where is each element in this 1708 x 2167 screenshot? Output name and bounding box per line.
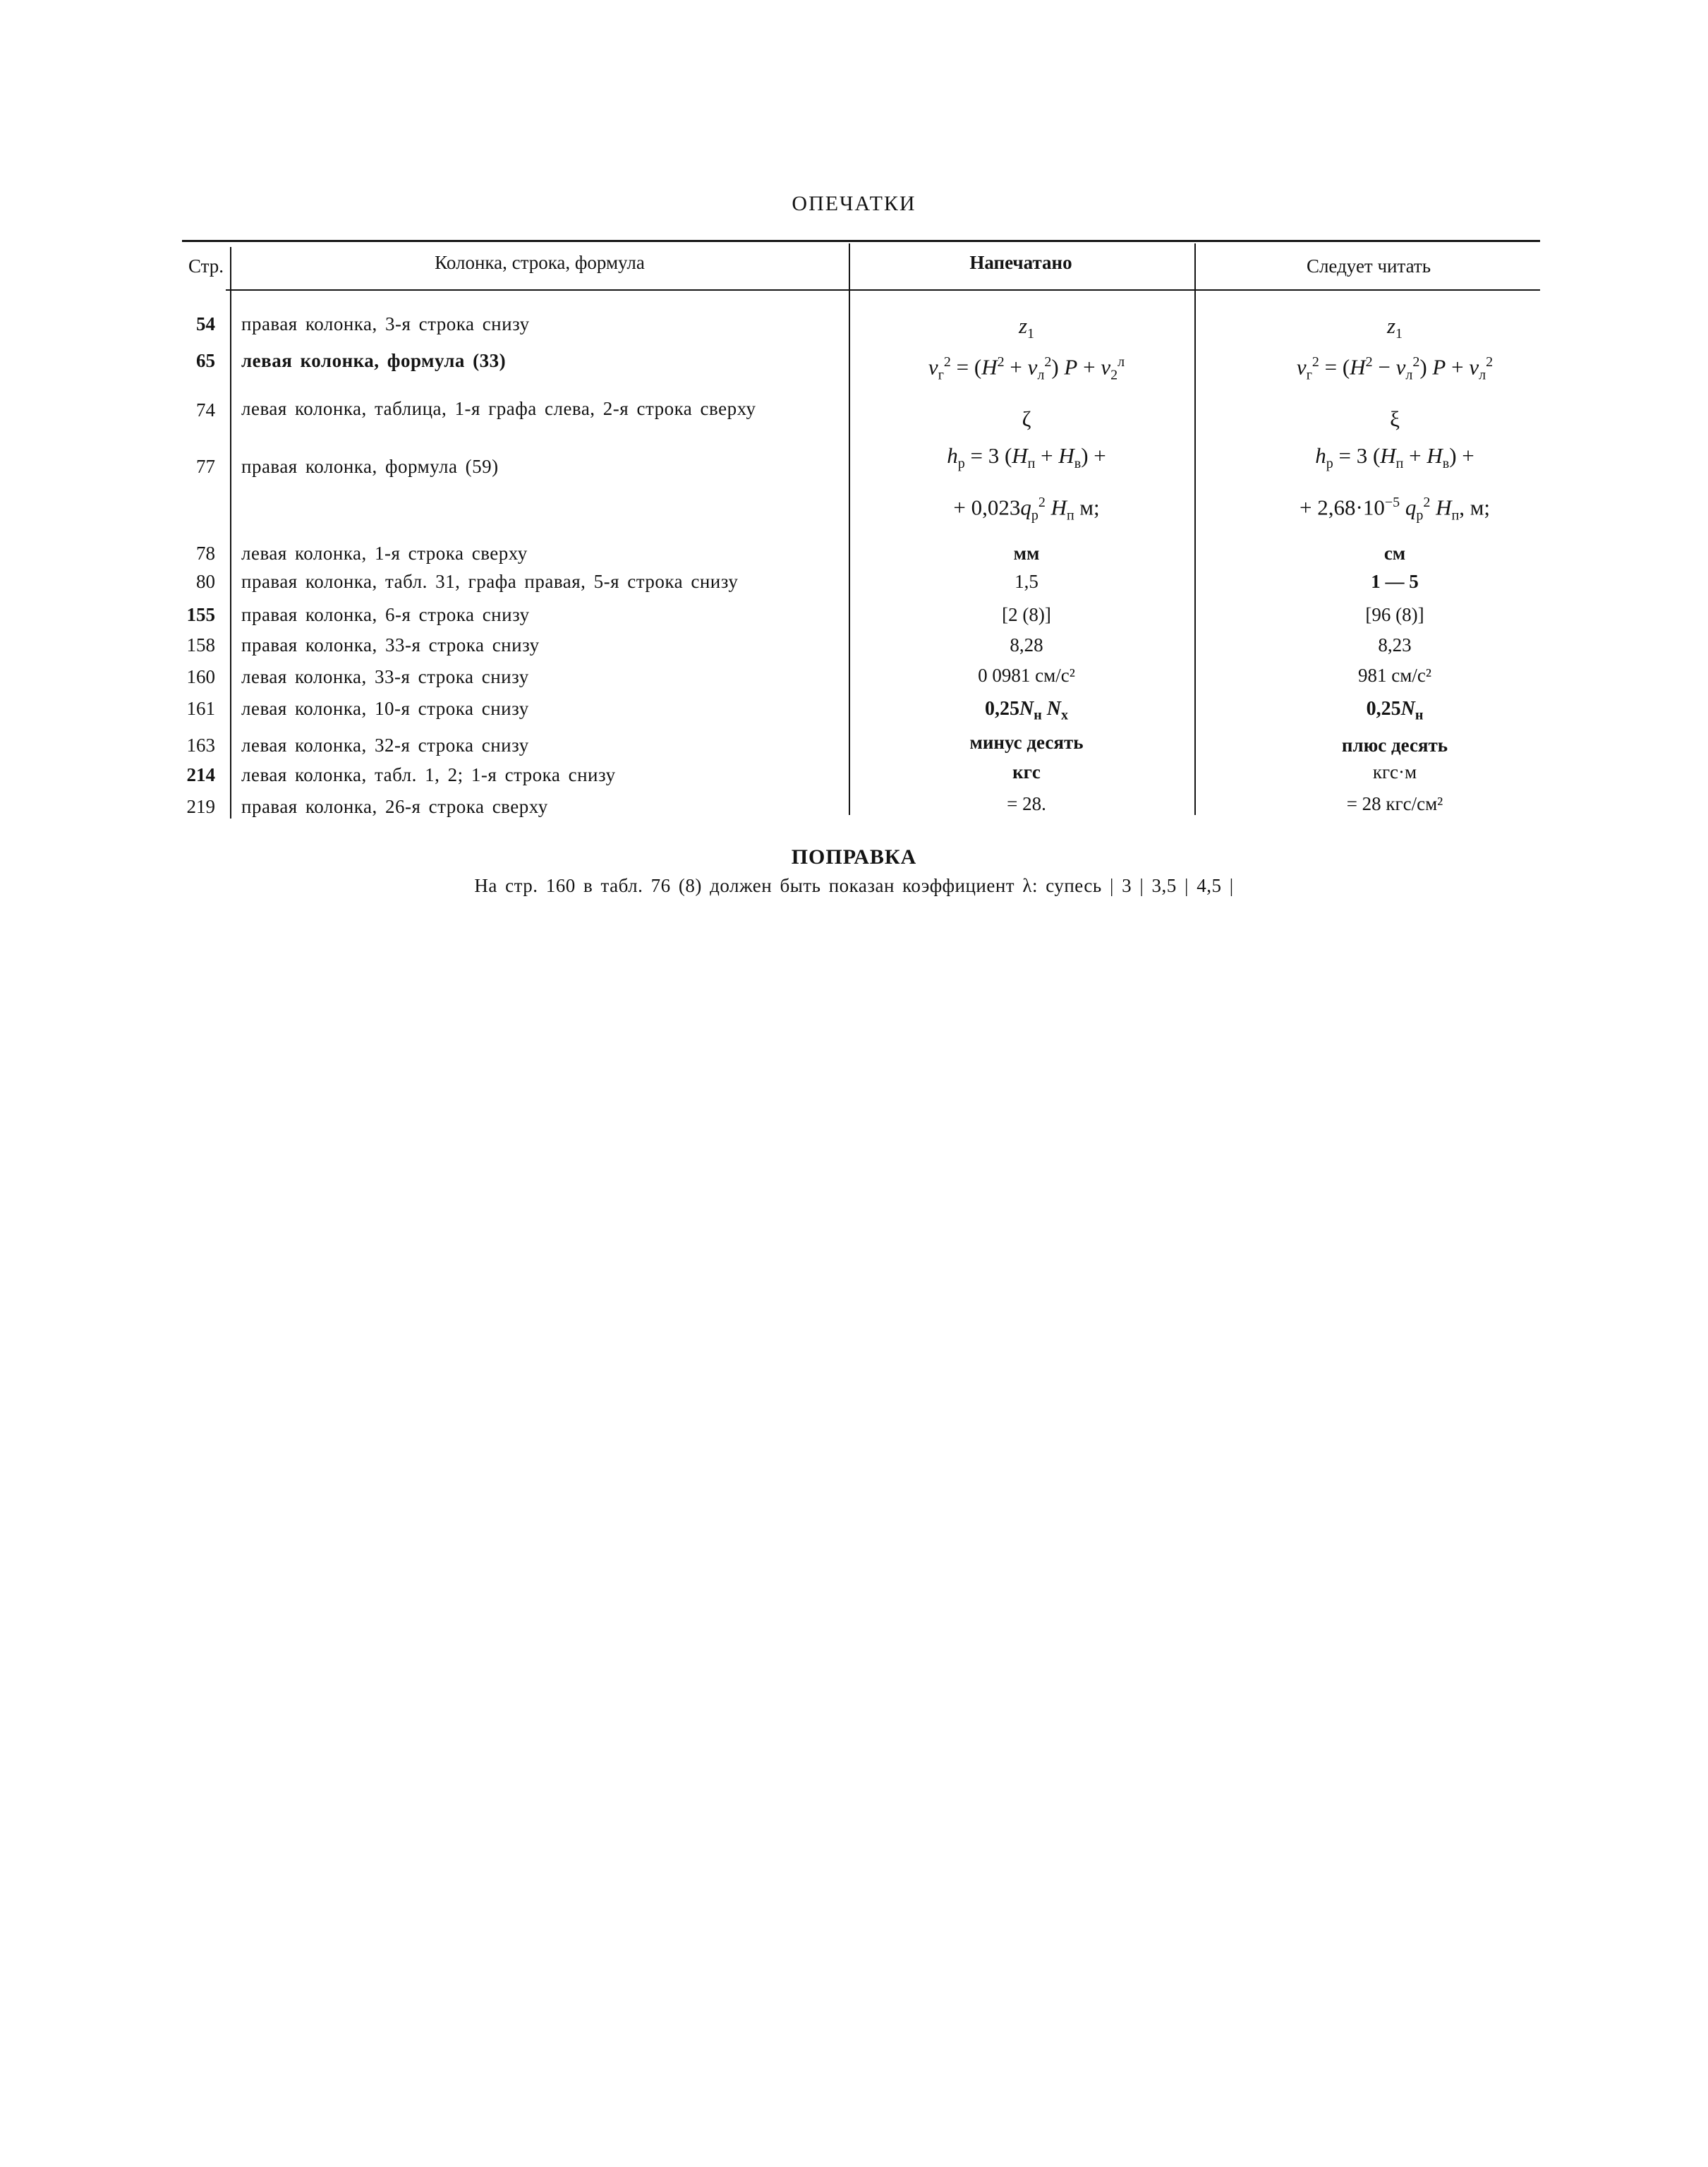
row-location: правая колонка, 3-я строка снизу [241,313,530,334]
header-location: Колонка, строка, формула [435,252,645,273]
row-printed: 8,28 [1010,634,1043,656]
row-page: 80 [196,571,215,592]
row-correct: см [1383,543,1406,564]
row-page: 65 [196,350,215,371]
row-location: правая колонка, формула (59) [241,456,499,477]
row-printed: = 28. [1007,793,1046,814]
row-location: левая колонка, 33-я строка снизу [241,666,529,687]
row-location: правая колонка, табл. 31, графа правая, 5-я строка снизу [241,571,739,592]
header-printed: Напечатано [969,252,1072,273]
row-printed: 0 0981 см/с² [978,665,1075,686]
row-location: левая колонка, 10-я строка снизу [241,698,529,719]
row-page: 158 [186,634,215,656]
row-printed: $h_р = 3$ $(H_п + H_в)$ + [947,443,1106,472]
row-correct: 8,23 [1378,634,1412,656]
row-location: левая колонка, формула (33) [241,350,507,371]
row-correct: плюс десять [1341,735,1448,756]
row-location: левая колонка, таблица, 1-я графа слева, 2-я строка сверху [241,398,756,419]
header-correct: Следует читать [1306,255,1431,277]
row-printed: + $0,023q_р^2$ $H_п$ м; [953,495,1100,524]
row-correct: 981 см/с² [1358,665,1431,686]
row-printed: 1,5 [1014,571,1038,592]
row-page: 77 [196,456,215,477]
row-page: 78 [196,543,215,564]
row-location: правая колонка, 26-я строка сверху [241,796,548,817]
row-printed: кгс [1012,761,1041,783]
row-correct: [96 (8)] [1365,604,1424,625]
row-location: правая колонка, 33-я строка снизу [241,634,540,656]
header-page: Стр. [188,255,224,277]
row-correct: $0,25N_н$ [1366,698,1424,723]
row-page: 219 [186,796,215,817]
row-page: 155 [186,604,215,625]
row-page: 74 [196,399,215,421]
row-printed: $z_1$ [1018,313,1035,342]
divider-page-col [230,247,231,819]
correction-heading: ПОПРАВКА [791,845,917,869]
row-correct: $h_р = 3$ $(H_п + H_в)$ + [1315,443,1474,472]
row-correct: $v_г^2 = (H^2 - v_л^2) P + v_л^2$ [1296,354,1494,383]
row-correct: ξ [1390,406,1400,431]
table-top-rule [182,240,1540,242]
row-location: левая колонка, 1-я строка сверху [241,543,528,564]
page-title: ОПЕЧАТКИ [792,192,916,215]
correction-text: На стр. 160 в табл. 76 (8) должен быть показан коэффициент λ: супесь | 3 | 3,5 | 4,5 | [474,875,1234,896]
row-correct: кгс·м [1372,761,1417,783]
row-location: левая колонка, 32-я строка снизу [241,735,529,756]
row-correct: $z_1$ [1386,313,1403,342]
row-correct: = 28 кгс/см² [1346,793,1443,814]
row-printed: минус десять [969,732,1084,753]
row-location: левая колонка, табл. 1, 2; 1-я строка снизу [241,764,616,785]
row-correct: + $2,68\cdot 10^{-5}$ $q_р^2$ $H_п$, м; [1300,495,1490,524]
row-page: 161 [186,698,215,719]
row-page: 54 [196,313,215,334]
row-printed: $v_г^2 = (H^2 + v_л^2) P + v_2^л$ [928,354,1125,383]
header-bottom-rule [226,289,1540,291]
row-page: 160 [186,666,215,687]
row-printed: мм [1013,543,1040,564]
row-page: 163 [186,735,215,756]
row-correct: 1 — 5 [1371,571,1419,592]
row-page: 214 [186,764,215,785]
row-printed: $0,25N_н$ $N_x$ [985,698,1068,723]
row-printed: ζ [1022,406,1031,431]
row-location: правая колонка, 6-я строка снизу [241,604,530,625]
row-printed: [2 (8)] [1002,604,1051,625]
